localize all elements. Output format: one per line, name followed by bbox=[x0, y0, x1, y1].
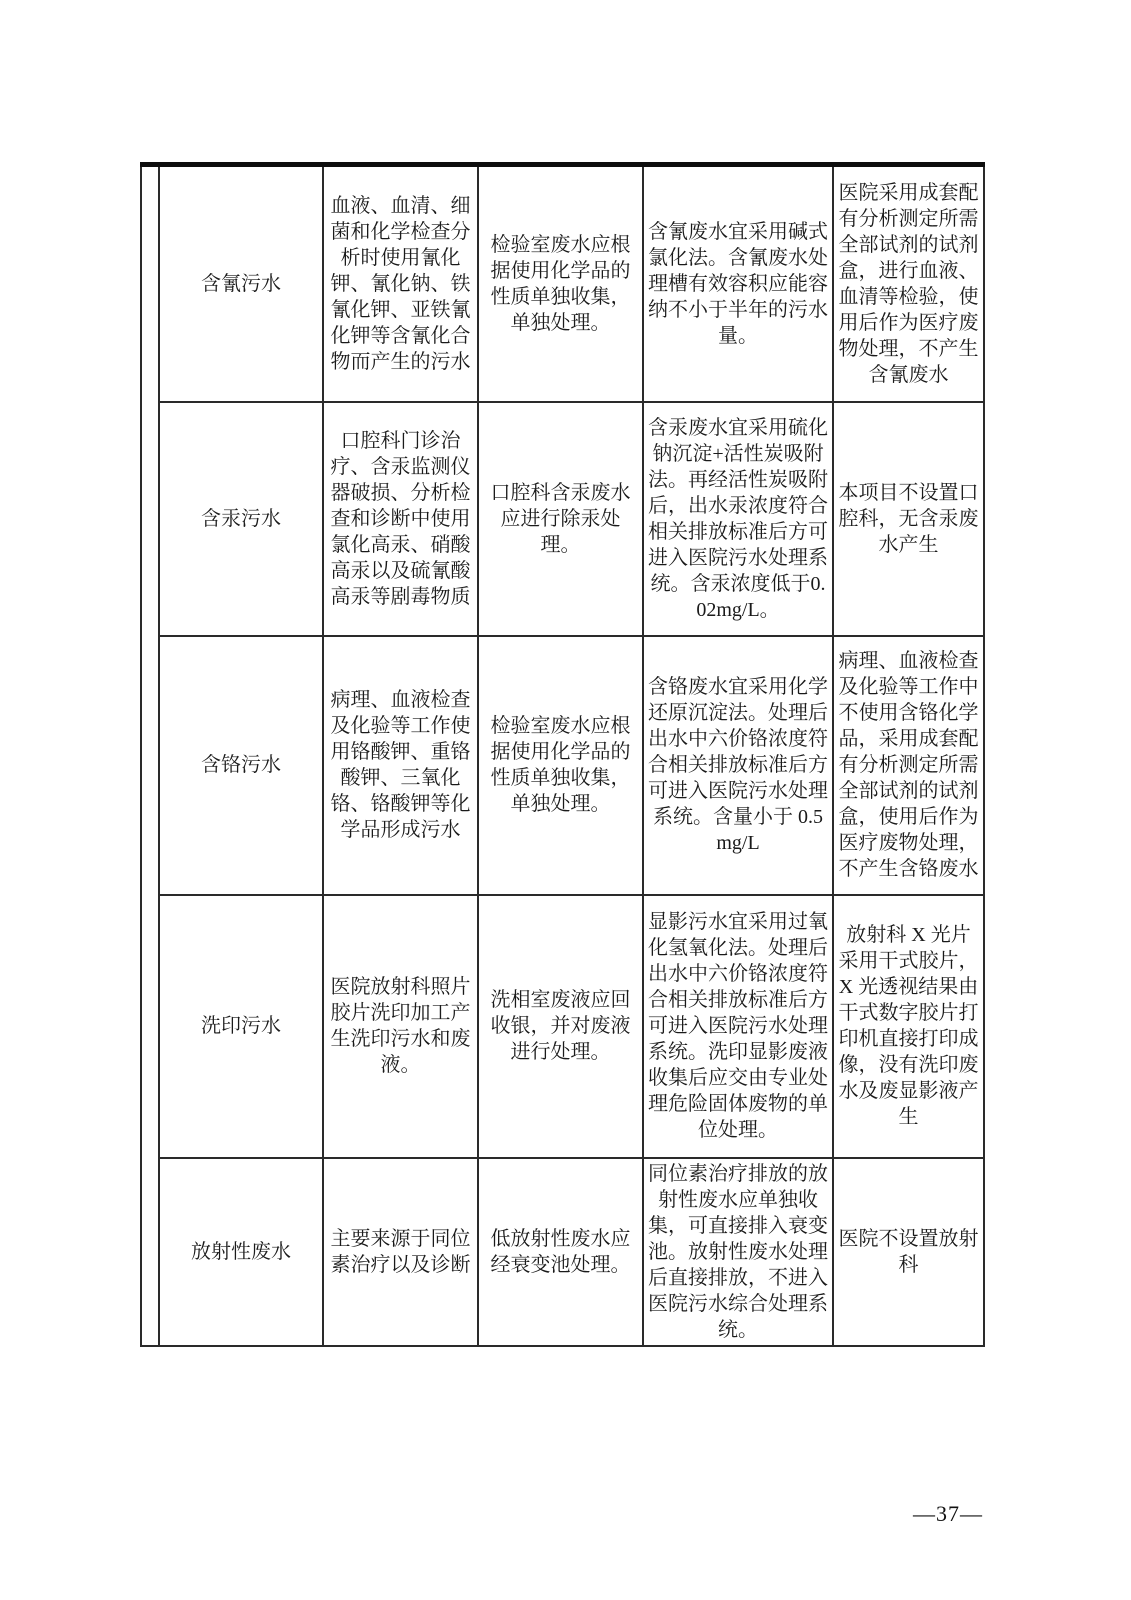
table-row-mercury bbox=[141, 402, 984, 636]
project-note-cell: 医院采用成套配有分析测定所需全部试剂的试剂盒，进行血液、血清等检验，使用后作为医疗废物处理，不产生含氰废水 bbox=[833, 165, 984, 402]
source-cell: 病理、血液检查及化验等工作使用铬酸钾、重铬酸钾、三氧化铬、铬酸钾等化学品形成污水 bbox=[323, 636, 478, 895]
project-note-cell: 放射科 X 光片采用干式胶片，X 光透视结果由干式数字胶片打印机直接打印成像，没有洗印废水及废显影液产生 bbox=[833, 895, 984, 1158]
treatment-cell: 含汞废水宜采用硫化钠沉淀+活性炭吸附法。再经活性炭吸附后，出水汞浓度符合相关排放标准后方可进入医院污水处理系统。含汞浓度低于0.02mg/L。 bbox=[643, 402, 833, 636]
category-cell: 含铬污水 bbox=[159, 636, 323, 895]
table-row-chromium bbox=[141, 636, 984, 895]
table-row-radioactive bbox=[141, 1158, 984, 1346]
treatment-cell: 含铬废水宜采用化学还原沉淀法。处理后出水中六价铬浓度符合相关排放标准后方可进入医院污水处理系统。含量小于 0.5mg/L bbox=[643, 636, 833, 895]
source-cell: 主要来源于同位素治疗以及诊断 bbox=[323, 1158, 478, 1346]
treatment-cell: 含氰废水宜采用碱式氯化法。含氰废水处理槽有效容积应能容纳不小于半年的污水量。 bbox=[643, 165, 833, 402]
requirement-cell: 检验室废水应根据使用化学品的性质单独收集，单独处理。 bbox=[478, 636, 643, 895]
category-cell: 放射性废水 bbox=[159, 1158, 323, 1346]
left-spacer-cell bbox=[141, 165, 159, 1346]
treatment-cell: 同位素治疗排放的放射性废水应单独收集，可直接排入衰变池。放射性废水处理后直接排放，不进入医院污水综合处理系统。 bbox=[643, 1158, 833, 1346]
requirement-cell: 洗相室废液应回收银，并对废液进行处理。 bbox=[478, 895, 643, 1158]
category-cell: 洗印污水 bbox=[159, 895, 323, 1158]
requirement-cell: 低放射性废水应经衰变池处理。 bbox=[478, 1158, 643, 1346]
category-cell: 含汞污水 bbox=[159, 402, 323, 636]
table-row-cyanide bbox=[141, 165, 984, 402]
source-cell: 血液、血清、细菌和化学检查分析时使用氰化钾、氰化钠、铁氰化钾、亚铁氰化钾等含氰化合物而产生的污水 bbox=[323, 165, 478, 402]
treatment-cell: 显影污水宜采用过氧化氢氧化法。处理后出水中六价铬浓度符合相关排放标准后方可进入医院污水处理系统。洗印显影废液收集后应交由专业处理危险固体废物的单位处理。 bbox=[643, 895, 833, 1158]
requirement-cell: 检验室废水应根据使用化学品的性质单独收集，单独处理。 bbox=[478, 165, 643, 402]
table-row-film-developing bbox=[141, 895, 984, 1158]
wastewater-table bbox=[140, 162, 985, 1347]
project-note-cell: 病理、血液检查及化验等工作中不使用含铬化学品，采用成套配有分析测定所需全部试剂的试剂盒，使用后作为医疗废物处理，不产生含铬废水 bbox=[833, 636, 984, 895]
project-note-cell: 本项目不设置口腔科，无含汞废水产生 bbox=[833, 402, 984, 636]
category-cell: 含氰污水 bbox=[159, 165, 323, 402]
page-number: —37— bbox=[913, 1501, 983, 1526]
requirement-cell: 口腔科含汞废水应进行除汞处理。 bbox=[478, 402, 643, 636]
source-cell: 口腔科门诊治疗、含汞监测仪器破损、分析检查和诊断中使用氯化高汞、硝酸高汞以及硫氰酸高汞等剧毒物质 bbox=[323, 402, 478, 636]
project-note-cell: 医院不设置放射科 bbox=[833, 1158, 984, 1346]
source-cell: 医院放射科照片胶片洗印加工产生洗印污水和废液。 bbox=[323, 895, 478, 1158]
